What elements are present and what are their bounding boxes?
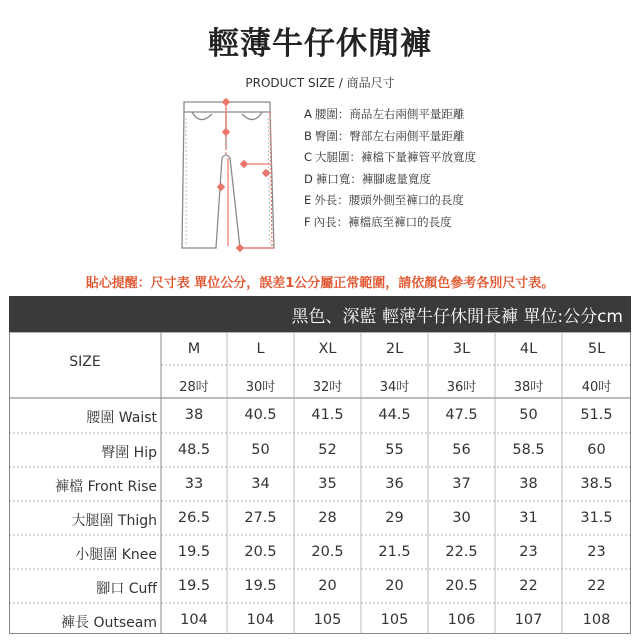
table-row-label: 小腿圍 Knee bbox=[75, 547, 157, 563]
legend-letter: E bbox=[304, 193, 312, 207]
table-cell: 20 bbox=[385, 578, 404, 594]
legend-text: 臀圍：臀部左右兩側平量距離 bbox=[314, 128, 465, 143]
legend-letter: F bbox=[304, 214, 311, 229]
table-cell: 35 bbox=[318, 476, 337, 492]
pants-diagram bbox=[178, 98, 278, 256]
table-cell: 19.5 bbox=[177, 544, 211, 560]
table-cell: 60 bbox=[587, 442, 606, 458]
table-cell: 26.5 bbox=[177, 510, 211, 526]
size-header-cell: 3L bbox=[452, 341, 471, 357]
legend-letter: C bbox=[304, 150, 313, 164]
legend-text: 內長：褲檔底至褲口的長度 bbox=[313, 214, 452, 229]
legend-text: 褲口寬：褲腳處量寬度 bbox=[315, 171, 431, 186]
table-cell: 22.5 bbox=[445, 544, 478, 560]
legend-item bbox=[304, 212, 476, 234]
table-cell: 55 bbox=[385, 442, 404, 458]
table-cell: 37 bbox=[452, 476, 471, 492]
legend-letter: A bbox=[304, 107, 312, 121]
legend-text: 腰圍：商品左右兩側平量距離 bbox=[314, 107, 465, 121]
table-cell: 58.5 bbox=[512, 442, 545, 458]
table-row-label: 大腿圍 Thigh bbox=[71, 513, 157, 529]
table-cell: 19.5 bbox=[177, 578, 211, 594]
table-cell: 20.5 bbox=[445, 578, 478, 594]
table-cell: 51.5 bbox=[580, 407, 613, 423]
table-cell: 47.5 bbox=[445, 407, 478, 423]
inch-header-cell: 32吋 bbox=[312, 380, 343, 395]
size-table bbox=[9, 296, 631, 634]
table-cell: 56 bbox=[452, 442, 471, 458]
table-cell: 40.5 bbox=[244, 407, 277, 423]
table-cell: 23 bbox=[519, 544, 538, 560]
size-header-cell: XL bbox=[318, 341, 337, 357]
table-cell: 108 bbox=[582, 612, 611, 628]
table-cell: 34 bbox=[251, 476, 270, 492]
table-cell: 36 bbox=[385, 476, 404, 492]
table-cell: 28 bbox=[318, 510, 337, 526]
table-cell: 104 bbox=[180, 612, 208, 628]
table-row-label: 臀圍 Hip bbox=[101, 445, 157, 461]
table-cell: 105 bbox=[380, 612, 409, 628]
legend-item bbox=[304, 169, 476, 191]
page-title: 輕薄牛仔休閒褲 bbox=[208, 26, 432, 62]
table-cell: 38.5 bbox=[580, 476, 613, 492]
size-column-label: SIZE bbox=[69, 354, 101, 370]
table-cell: 105 bbox=[313, 612, 342, 628]
table-cell: 33 bbox=[184, 476, 204, 492]
table-cell: 22 bbox=[587, 578, 606, 594]
table-row-label: 褲長 Outseam bbox=[61, 615, 157, 631]
table-cell: 44.5 bbox=[378, 407, 411, 423]
table-cell: 31.5 bbox=[580, 510, 613, 526]
table-cell: 48.5 bbox=[177, 442, 211, 458]
inch-header-cell: 30吋 bbox=[245, 380, 276, 395]
table-cell: 104 bbox=[246, 612, 275, 628]
table-cell: 31 bbox=[519, 510, 538, 526]
size-header-cell: 2L bbox=[385, 341, 404, 357]
legend-text: 外長：腰頭外側至褲口的長度 bbox=[314, 193, 464, 207]
table-cell: 41.5 bbox=[311, 407, 344, 423]
size-note: 貼心提醒：尺寸表 單位公分，誤差1公分屬正常範圍，請依顏色參考各別尺寸表。 bbox=[85, 276, 555, 291]
inch-header-cell: 36吋 bbox=[446, 380, 477, 395]
table-cell: 29 bbox=[385, 510, 404, 526]
table-cell: 20 bbox=[318, 578, 337, 594]
legend-item bbox=[304, 147, 476, 169]
table-cell: 27.5 bbox=[244, 510, 277, 526]
inch-header-cell: 38吋 bbox=[513, 380, 544, 395]
size-header-cell: 4L bbox=[519, 341, 538, 357]
table-cell: 106 bbox=[447, 612, 476, 628]
table-cell: 21.5 bbox=[378, 544, 411, 560]
table-cell: 19.5 bbox=[244, 578, 277, 594]
table-header bbox=[9, 296, 631, 332]
legend-item bbox=[304, 104, 476, 126]
size-header-cell: M bbox=[187, 341, 201, 357]
table-cell: 20.5 bbox=[311, 544, 344, 560]
table-cell: 50 bbox=[251, 442, 270, 458]
table-cell: 107 bbox=[514, 612, 543, 628]
legend-item bbox=[304, 190, 476, 212]
legend-item bbox=[304, 126, 476, 148]
table-cell: 38 bbox=[184, 407, 204, 423]
legend-letter: B bbox=[304, 128, 312, 143]
table-cell: 23 bbox=[587, 544, 606, 560]
table-cell: 20.5 bbox=[244, 544, 277, 560]
size-header-cell: 5L bbox=[587, 341, 606, 357]
measurement-legend bbox=[304, 104, 476, 233]
inch-header-cell: 28吋 bbox=[179, 380, 209, 395]
page-subtitle: PRODUCT SIZE / 商品尺寸 bbox=[245, 76, 395, 90]
table-header-text: 黑色、深藍 輕薄牛仔休閒長褲 單位:公分cm bbox=[291, 307, 623, 327]
table-cell: 38 bbox=[519, 476, 538, 492]
legend-text: 大腿圍：褲檔下量褲管平放寬度 bbox=[315, 150, 477, 164]
inch-header-cell: 34吋 bbox=[379, 380, 410, 395]
table-cell: 50 bbox=[519, 407, 538, 423]
table-cell: 52 bbox=[318, 442, 337, 458]
table-cell: 30 bbox=[452, 510, 471, 526]
table-cell: 22 bbox=[519, 578, 538, 594]
size-header-cell: L bbox=[256, 341, 265, 357]
inch-header-cell: 40吋 bbox=[581, 380, 612, 395]
table-row-label: 腳口 Cuff bbox=[96, 581, 157, 597]
table-row-label: 腰圍 Waist bbox=[86, 410, 157, 426]
legend-letter: D bbox=[304, 171, 313, 186]
table-row-label: 褲檔 Front Rise bbox=[55, 479, 157, 495]
